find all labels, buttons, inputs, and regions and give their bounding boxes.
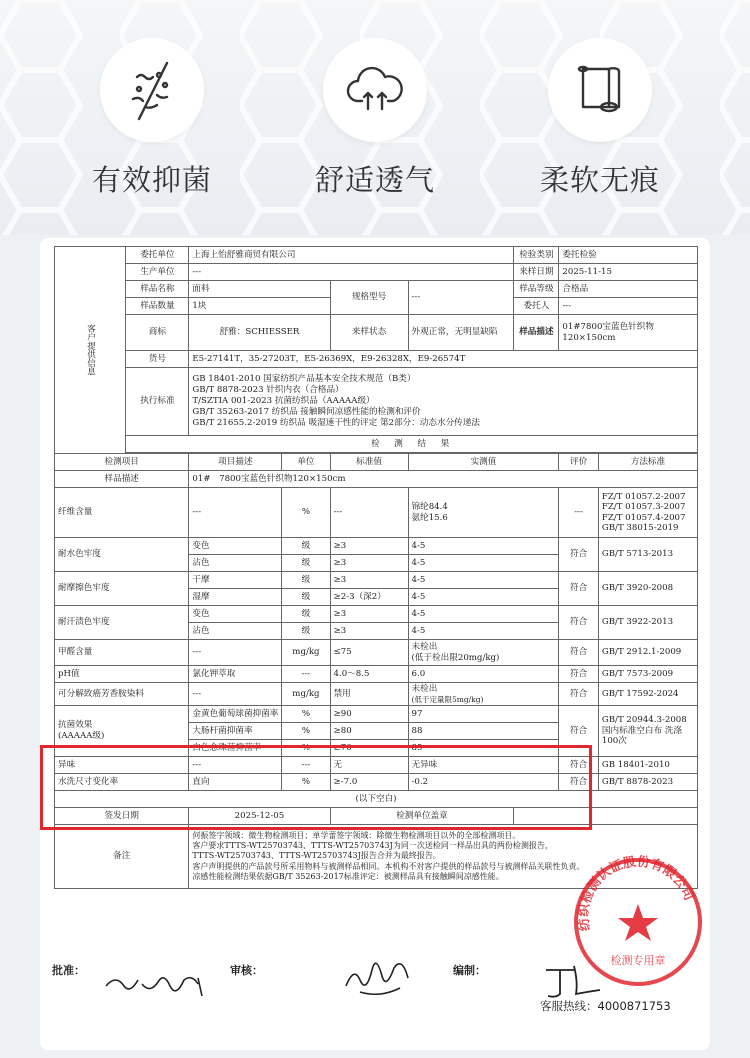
cell: --- <box>189 488 282 538</box>
cell: 级 <box>282 572 330 589</box>
cell: % <box>282 740 330 757</box>
item-no-label: 货号 <box>126 351 189 368</box>
desc-label: 样品描述 <box>514 315 559 351</box>
arrival-date: 2025-11-15 <box>559 264 698 281</box>
cell: 符合 <box>559 706 598 757</box>
cell: 6.0 <box>408 666 559 683</box>
feature-antibacterial <box>87 38 217 199</box>
issue-date: 2025-12-05 <box>189 808 330 825</box>
cell: 沾色 <box>189 623 282 640</box>
standard-item: GB/T 35263-2017 纺织品 接触瞬间凉感性能的检测和评价 <box>192 407 421 418</box>
remark-item: 凉感性能检测结果依据GB/T 35263-2017标准评定：被测样品具有接触瞬间凉感性能。 <box>192 871 504 881</box>
inspect-type: 委托检验 <box>559 247 698 264</box>
col-header: 单位 <box>282 454 330 471</box>
item-rub: 耐摩擦色牢度 <box>55 572 189 606</box>
cell: 级 <box>282 623 330 640</box>
feature-label: 舒适透气 <box>314 163 435 197</box>
feature-label: 有效抑菌 <box>91 163 212 197</box>
cell: --- <box>330 488 408 538</box>
fiber-value: 氨纶15.6 <box>411 512 448 523</box>
producer: --- <box>189 264 514 281</box>
antibacterial-highlight-box <box>40 745 592 830</box>
cell: 变色 <box>189 606 282 623</box>
cell: ≥90 <box>330 706 408 723</box>
date-label: 签发日期 <box>55 808 189 825</box>
standard-item: GB/T 8878-2023 针织内衣（合格品） <box>192 384 344 395</box>
cell: ≥-7.0 <box>330 774 408 791</box>
cell: GB/T 3922-2013 <box>598 606 697 640</box>
client-section-label: 客户提供信息 <box>55 247 126 454</box>
cell: % <box>282 774 330 791</box>
client-unit: 上海上怡舒雅商贸有限公司 <box>189 247 514 264</box>
cell: 级 <box>282 555 330 572</box>
cell: ≥70 <box>330 740 408 757</box>
inspect-type-label: 检验类别 <box>514 247 559 264</box>
remark-item: 客户要求TTTS-WT25703743、TTTS-WT25703743J为同一次送检同一样品出具的两份检测报告， <box>192 841 553 851</box>
feature-label: 柔软无痕 <box>539 163 660 197</box>
cell: 级 <box>282 606 330 623</box>
desc: 01#7800宝蓝色针织物120×150cm <box>559 315 698 351</box>
item-fiber: 纤维含量 <box>55 488 189 538</box>
review-label: 审核： <box>230 964 263 977</box>
cell: 符合 <box>559 774 598 791</box>
cell: 4-5 <box>408 606 559 623</box>
cell: GB/T 2912.1-2009 <box>598 640 697 666</box>
method-item: GB/T 38015-2019 <box>601 522 679 533</box>
standards-list <box>189 368 698 436</box>
cell: 湿摩 <box>189 589 282 606</box>
cell: --- <box>282 666 330 683</box>
cell: 4-5 <box>408 623 559 640</box>
feature-breathable <box>310 38 440 199</box>
inspection-stamp <box>568 852 708 992</box>
cell: 白色念珠菌抑菌率 <box>189 740 282 757</box>
cell: 符合 <box>559 572 598 606</box>
cell: ≤75 <box>330 640 408 666</box>
standard-item: GB/T 21655.2-2019 纺织品 吸湿速干性的评定 第2部分：动态水分传递法 <box>192 418 480 429</box>
grade-label: 样品等级 <box>514 281 559 298</box>
cell: GB/T 8878-2023 <box>598 774 697 791</box>
cell: 符合 <box>559 666 598 683</box>
cell: 金黄色葡萄球菌抑菌率 <box>189 706 282 723</box>
cell: 符合 <box>559 683 598 706</box>
grade: 合格品 <box>559 281 698 298</box>
model-label: 规格型号 <box>330 281 408 315</box>
standard-item: GB 18401-2010 国家纺织产品基本安全技术规范（B类） <box>192 373 416 384</box>
sample-desc: 01# 7800宝蓝色针织物120×150cm <box>189 471 698 488</box>
approver-signature <box>102 968 232 1000</box>
reviewer-signature <box>340 956 420 1000</box>
stamp-label: 检测单位盖章 <box>330 808 514 825</box>
arrival-date-label: 来样日期 <box>514 264 559 281</box>
cell: 未检出 <box>411 641 438 652</box>
brand-label: 商标 <box>126 315 189 351</box>
cell: GB/T 5713-2013 <box>598 538 697 572</box>
quantity: 1块 <box>189 298 330 315</box>
cell: ≥2-3（深2） <box>330 589 408 606</box>
cell: GB/T 7573-2009 <box>598 666 697 683</box>
cell: 抗菌效果 <box>58 720 93 731</box>
cell: mg/kg <box>282 640 330 666</box>
fiber-value: 锦纶84.4 <box>411 501 448 512</box>
sample-name-label: 样品名称 <box>126 281 189 298</box>
standard-item: T/SZTIA 001-2023 抗菌纺织品（AAAAA级） <box>192 395 375 406</box>
col-header: 项目描述 <box>189 454 282 471</box>
item-no: E5-27141T，35-27203T，E5-26369X，E9-26328X，E9-26574T <box>189 351 698 368</box>
cell: ≥3 <box>330 572 408 589</box>
cell: % <box>282 706 330 723</box>
approve-label: 批准： <box>52 964 85 977</box>
cell: GB/T 3920-2008 <box>598 572 697 606</box>
cell: 85 <box>408 740 559 757</box>
cell: (AAAAA级) <box>58 731 105 742</box>
results-title: 检 测 结 果 <box>126 436 698 453</box>
item-formaldehyde: 甲醛含量 <box>55 640 189 666</box>
cell: 无 <box>330 757 408 774</box>
cell: ≥3 <box>330 538 408 555</box>
cell: 级 <box>282 589 330 606</box>
cell: 大肠杆菌抑菌率 <box>189 723 282 740</box>
cell: 符合 <box>559 757 598 774</box>
cell: GB/T 20944.3-2008 国内标准空白布 洗涤100次 <box>598 706 697 757</box>
cell: % <box>282 723 330 740</box>
quantity-label: 样品数量 <box>126 298 189 315</box>
cell: ≥80 <box>330 723 408 740</box>
client-unit-label: 委托单位 <box>126 247 189 264</box>
item-water: 耐水色牢度 <box>55 538 189 572</box>
cell: 4.0～8.5 <box>330 666 408 683</box>
cell: (低于检出限20mg/kg) <box>411 652 500 663</box>
cell: 4-5 <box>408 572 559 589</box>
item-sweat: 耐汗渍色牢度 <box>55 606 189 640</box>
compile-label: 编制： <box>453 964 486 977</box>
cell <box>408 640 559 666</box>
stamp-text: 纺织检测认证股份有限公司 <box>576 854 697 932</box>
sample-desc-label: 样品描述 <box>55 471 189 488</box>
principal-label: 委托人 <box>514 298 559 315</box>
remark-label: 备注 <box>55 825 189 889</box>
cell: -0.2 <box>408 774 559 791</box>
blank-note: (以下空白) <box>55 791 698 808</box>
cell: 级 <box>282 538 330 555</box>
item-odor: 异味 <box>55 757 189 774</box>
bacteria-slash-icon <box>100 38 204 142</box>
cell: --- <box>559 488 598 538</box>
state-label: 来样状态 <box>330 315 408 351</box>
col-header: 标准值 <box>330 454 408 471</box>
remark-item: TTTS-WT25703743、TTTS-WT25703743J报告合并为最终报告。 <box>192 851 441 861</box>
item-ph: pH值 <box>55 666 189 683</box>
cell: 88 <box>408 723 559 740</box>
cell: % <box>282 488 330 538</box>
cell: 未检出 <box>411 684 438 694</box>
remark-item: 何振签字领域：微生物检测项目；单学蕾签字领域：除微生物检测项目以外的全部检测项目。 <box>192 831 521 841</box>
cell: GB 18401-2010 <box>598 757 697 774</box>
feature-soft <box>535 38 665 199</box>
cell: --- <box>189 757 282 774</box>
method-item: FZ/T 01057.4-2007 <box>601 512 686 523</box>
cell <box>408 488 559 538</box>
cell: 禁用 <box>330 683 408 706</box>
cell: 直向 <box>189 774 282 791</box>
item-shrink: 水洗尺寸变化率 <box>55 774 189 791</box>
cell: mg/kg <box>282 683 330 706</box>
hotline: 客服热线：4000871753 <box>540 999 671 1013</box>
cell: --- <box>282 757 330 774</box>
cell: 97 <box>408 706 559 723</box>
item-amine: 可分解致癌芳香胺染料 <box>55 683 189 706</box>
sample-name: 面料 <box>189 281 330 298</box>
cell <box>598 488 697 538</box>
remark-item: 客户声明提供的产品款号所采用物料与被测样品相同。本机构不对客户提供的样品款号与被测样品关联性负责。 <box>192 861 585 871</box>
cell: GB/T 17592-2024 <box>598 683 697 706</box>
cell: 4-5 <box>408 589 559 606</box>
cell: 符合 <box>559 538 598 572</box>
cell: 4-5 <box>408 555 559 572</box>
cell: --- <box>189 640 282 666</box>
producer-label: 生产单位 <box>126 264 189 281</box>
cell: 符合 <box>559 606 598 640</box>
cell: 无异味 <box>408 757 559 774</box>
cell: ≥3 <box>330 606 408 623</box>
cloud-upload-icon <box>323 38 427 142</box>
method-item: FZ/T 01057.3-2007 <box>601 502 686 513</box>
cell: ≥3 <box>330 555 408 572</box>
col-header: 方法标准 <box>598 454 697 471</box>
standard-label: 执行标准 <box>126 368 189 436</box>
feature-banner <box>0 0 750 235</box>
model: --- <box>408 281 514 315</box>
cell: ≥3 <box>330 623 408 640</box>
cell: 符合 <box>559 640 598 666</box>
cell: 干摩 <box>189 572 282 589</box>
col-header: 评价 <box>559 454 598 471</box>
cell: (低于定量限5mg/kg) <box>411 694 484 704</box>
principal: --- <box>559 298 698 315</box>
brand: 舒雅：SCHIESSER <box>189 315 330 351</box>
cell: 变色 <box>189 538 282 555</box>
method-item: FZ/T 01057.2-2007 <box>601 491 686 502</box>
cell: 氯化钾萃取 <box>189 666 282 683</box>
state: 外观正常，无明显缺陷 <box>408 315 514 351</box>
cell: --- <box>189 683 282 706</box>
col-header: 实测值 <box>408 454 559 471</box>
fabric-roll-icon <box>548 38 652 142</box>
cell <box>408 683 559 706</box>
col-header: 检测项目 <box>55 454 189 471</box>
cell: 沾色 <box>189 555 282 572</box>
stamp-sub: 检测专用章 <box>610 954 666 967</box>
cell: 4-5 <box>408 538 559 555</box>
